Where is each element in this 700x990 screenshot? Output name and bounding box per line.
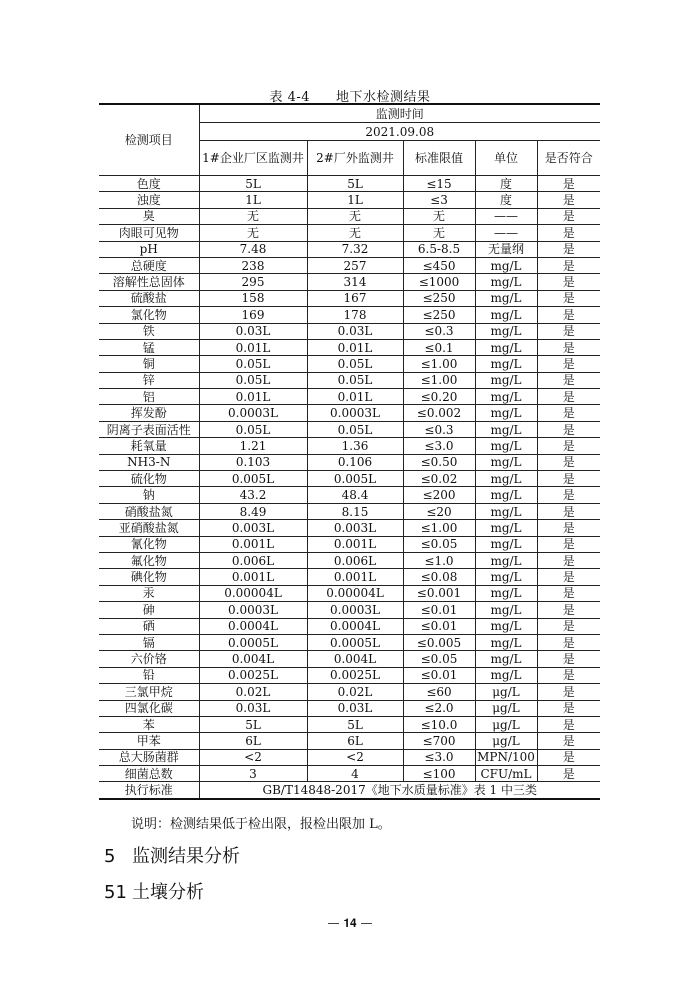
standard-limit-cell: ≤100: [403, 766, 475, 782]
compliant-cell: 是: [537, 520, 600, 536]
compliant-cell: 是: [537, 700, 600, 716]
standard-limit-cell: ≤0.20: [403, 389, 475, 405]
item-name-cell: 铜: [99, 356, 199, 372]
standard-limit-cell: ≤0.01: [403, 602, 475, 618]
compliant-cell: 是: [537, 323, 600, 339]
standard-limit-cell: ≤450: [403, 257, 475, 273]
item-name-cell: 细菌总数: [99, 766, 199, 782]
unit-cell: mg/L: [475, 438, 537, 454]
standard-limit-cell: ≤0.50: [403, 454, 475, 470]
compliant-cell: 是: [537, 225, 600, 241]
compliant-cell: 是: [537, 372, 600, 388]
compliant-cell: 是: [537, 307, 600, 323]
table-row: [99, 208, 600, 224]
table-row: [99, 684, 600, 700]
well-1-value-cell: 0.0003L: [199, 602, 307, 618]
table-row: [99, 257, 600, 273]
standard-limit-cell: ≤60: [403, 684, 475, 700]
item-name-cell: 氰化物: [99, 536, 199, 552]
well-2-value-cell: 0.02L: [307, 684, 403, 700]
unit-cell: mg/L: [475, 503, 537, 519]
item-name-cell: 硫酸盐: [99, 290, 199, 306]
well-1-value-cell: 5L: [199, 176, 307, 192]
well-2-value-cell: 0.0003L: [307, 405, 403, 421]
compliant-cell: 是: [537, 487, 600, 503]
item-name-cell: 硒: [99, 618, 199, 634]
compliant-cell: 是: [537, 471, 600, 487]
table-row: [99, 487, 600, 503]
date-header: 2021.09.08: [199, 123, 600, 141]
table-row: [99, 339, 600, 355]
standard-limit-cell: 无: [403, 225, 475, 241]
standard-label: 执行标准: [99, 782, 199, 799]
well-2-value-cell: 0.0003L: [307, 602, 403, 618]
compliant-cell: 是: [537, 257, 600, 273]
item-name-cell: 总大肠菌群: [99, 749, 199, 765]
item-name-cell: 硝酸盐氮: [99, 503, 199, 519]
well-2-value-cell: 167: [307, 290, 403, 306]
item-name-cell: NH3-N: [99, 454, 199, 470]
well-2-value-cell: 8.15: [307, 503, 403, 519]
item-name-cell: 三氯甲烷: [99, 684, 199, 700]
unit-cell: 无量纲: [475, 241, 537, 257]
well-1-value-cell: 无: [199, 225, 307, 241]
compliant-cell: 是: [537, 536, 600, 552]
compliant-cell: 是: [537, 208, 600, 224]
standard-limit-cell: ≤0.005: [403, 634, 475, 650]
well-1-value-cell: <2: [199, 749, 307, 765]
standard-limit-cell: ≤0.02: [403, 471, 475, 487]
well-1-value-cell: 1.21: [199, 438, 307, 454]
item-name-cell: 色度: [99, 176, 199, 192]
table-note: 说明：检测结果低于检出限，报检出限加 L。: [131, 817, 391, 832]
well-1-value-cell: 无: [199, 208, 307, 224]
item-name-cell: 镉: [99, 634, 199, 650]
unit-cell: mg/L: [475, 585, 537, 601]
unit-cell: mg/L: [475, 454, 537, 470]
well-2-value-cell: 0.03L: [307, 323, 403, 339]
standard-limit-cell: ≤3.0: [403, 438, 475, 454]
compliant-cell: 是: [537, 749, 600, 765]
compliant-cell: 是: [537, 290, 600, 306]
compliant-cell: 是: [537, 389, 600, 405]
compliant-cell: 是: [537, 766, 600, 782]
unit-cell: MPN/100: [475, 749, 537, 765]
section-heading-5: [104, 842, 240, 868]
compliant-cell: 是: [537, 421, 600, 437]
well-2-value-cell: 0.05L: [307, 421, 403, 437]
unit-cell: μg/L: [475, 684, 537, 700]
compliant-cell: 是: [537, 667, 600, 683]
item-name-cell: 硫化物: [99, 471, 199, 487]
unit-cell: mg/L: [475, 372, 537, 388]
standard-limit-cell: ≤200: [403, 487, 475, 503]
standard-limit-cell: ≤0.01: [403, 618, 475, 634]
standard-limit-cell: ≤2.0: [403, 700, 475, 716]
standard-limit-cell: ≤1.00: [403, 520, 475, 536]
col-header-well-2: 2#厂外监测井: [307, 141, 403, 176]
standard-limit-cell: ≤0.3: [403, 421, 475, 437]
well-1-value-cell: 43.2: [199, 487, 307, 503]
unit-cell: mg/L: [475, 389, 537, 405]
table-row: [99, 700, 600, 716]
item-name-cell: pH: [99, 241, 199, 257]
well-1-value-cell: 169: [199, 307, 307, 323]
well-2-value-cell: 0.0004L: [307, 618, 403, 634]
standard-text: GB/T14848-2017《地下水质量标准》表 1 中三类: [199, 782, 600, 799]
table-row: [99, 438, 600, 454]
item-name-cell: 钠: [99, 487, 199, 503]
compliant-cell: 是: [537, 454, 600, 470]
well-1-value-cell: 0.05L: [199, 356, 307, 372]
well-2-value-cell: 314: [307, 274, 403, 290]
standard-limit-cell: ≤0.002: [403, 405, 475, 421]
well-2-value-cell: 178: [307, 307, 403, 323]
section-number: 51: [104, 882, 127, 903]
col-header-compliant: 是否符合: [537, 141, 600, 176]
standard-limit-cell: ≤3.0: [403, 749, 475, 765]
well-2-value-cell: 1.36: [307, 438, 403, 454]
well-1-value-cell: 3: [199, 766, 307, 782]
unit-cell: 度: [475, 192, 537, 208]
col-header-limit: 标准限值: [403, 141, 475, 176]
well-2-value-cell: 1L: [307, 192, 403, 208]
item-name-cell: 锌: [99, 372, 199, 388]
table-row: [99, 634, 600, 650]
unit-cell: 度: [475, 176, 537, 192]
table-row: [99, 290, 600, 306]
compliant-cell: 是: [537, 552, 600, 568]
unit-cell: mg/L: [475, 602, 537, 618]
item-name-cell: 铝: [99, 389, 199, 405]
section-title: 土壤分析: [132, 882, 204, 903]
well-1-value-cell: 0.03L: [199, 700, 307, 716]
item-name-cell: 总硬度: [99, 257, 199, 273]
standard-limit-cell: ≤1.00: [403, 356, 475, 372]
unit-cell: mg/L: [475, 536, 537, 552]
table-row: [99, 225, 600, 241]
unit-cell: mg/L: [475, 618, 537, 634]
section-heading-51: [104, 878, 204, 904]
unit-cell: mg/L: [475, 471, 537, 487]
table-row: [99, 585, 600, 601]
compliant-cell: 是: [537, 716, 600, 732]
well-1-value-cell: 0.01L: [199, 339, 307, 355]
col-header-unit: 单位: [475, 141, 537, 176]
well-1-value-cell: 0.103: [199, 454, 307, 470]
standard-limit-cell: ≤15: [403, 176, 475, 192]
standard-limit-cell: ≤0.05: [403, 651, 475, 667]
well-2-value-cell: 0.05L: [307, 356, 403, 372]
item-name-cell: 铅: [99, 667, 199, 683]
unit-cell: mg/L: [475, 487, 537, 503]
well-2-value-cell: 5L: [307, 716, 403, 732]
standard-limit-cell: 无: [403, 208, 475, 224]
standard-limit-cell: ≤0.1: [403, 339, 475, 355]
well-1-value-cell: 0.004L: [199, 651, 307, 667]
well-1-value-cell: 0.005L: [199, 471, 307, 487]
unit-cell: mg/L: [475, 569, 537, 585]
well-2-value-cell: 0.05L: [307, 372, 403, 388]
well-2-value-cell: 0.003L: [307, 520, 403, 536]
well-2-value-cell: <2: [307, 749, 403, 765]
well-1-value-cell: 0.02L: [199, 684, 307, 700]
unit-cell: mg/L: [475, 634, 537, 650]
well-1-value-cell: 0.0005L: [199, 634, 307, 650]
table-row: [99, 667, 600, 683]
unit-cell: mg/L: [475, 339, 537, 355]
standard-limit-cell: ≤1.0: [403, 552, 475, 568]
table-row: [99, 241, 600, 257]
unit-cell: mg/L: [475, 307, 537, 323]
well-2-value-cell: 257: [307, 257, 403, 273]
item-name-cell: 四氯化碳: [99, 700, 199, 716]
item-name-cell: 浊度: [99, 192, 199, 208]
item-name-cell: 亚硝酸盐氮: [99, 520, 199, 536]
item-name-cell: 苯: [99, 716, 199, 732]
unit-cell: mg/L: [475, 274, 537, 290]
well-2-value-cell: 0.0025L: [307, 667, 403, 683]
well-1-value-cell: 7.48: [199, 241, 307, 257]
standard-limit-cell: ≤0.08: [403, 569, 475, 585]
unit-cell: mg/L: [475, 356, 537, 372]
standard-limit-cell: ≤1000: [403, 274, 475, 290]
well-1-value-cell: 0.0003L: [199, 405, 307, 421]
table-row: [99, 454, 600, 470]
compliant-cell: 是: [537, 602, 600, 618]
well-1-value-cell: 158: [199, 290, 307, 306]
compliant-cell: 是: [537, 176, 600, 192]
unit-cell: μg/L: [475, 733, 537, 749]
table-row: [99, 471, 600, 487]
well-2-value-cell: 0.01L: [307, 339, 403, 355]
compliant-cell: 是: [537, 503, 600, 519]
well-2-value-cell: 0.006L: [307, 552, 403, 568]
well-2-value-cell: 7.32: [307, 241, 403, 257]
well-2-value-cell: 0.005L: [307, 471, 403, 487]
table-number: 表 4-4: [269, 90, 311, 105]
unit-cell: ——: [475, 208, 537, 224]
compliant-cell: 是: [537, 241, 600, 257]
compliant-cell: 是: [537, 585, 600, 601]
table-row: [99, 323, 600, 339]
table-row: [99, 618, 600, 634]
well-1-value-cell: 6L: [199, 733, 307, 749]
unit-cell: mg/L: [475, 323, 537, 339]
well-2-value-cell: 48.4: [307, 487, 403, 503]
unit-cell: mg/L: [475, 552, 537, 568]
unit-cell: CFU/mL: [475, 766, 537, 782]
page-number: — 𝟏𝟒 —: [327, 916, 373, 930]
item-name-cell: 臭: [99, 208, 199, 224]
standard-limit-cell: ≤250: [403, 290, 475, 306]
unit-cell: mg/L: [475, 651, 537, 667]
well-1-value-cell: 238: [199, 257, 307, 273]
table-row: [99, 176, 600, 192]
item-name-cell: 六价铬: [99, 651, 199, 667]
item-name-cell: 阴离子表面活性: [99, 421, 199, 437]
table-row: [99, 602, 600, 618]
standard-limit-cell: 6.5-8.5: [403, 241, 475, 257]
table-row: [99, 569, 600, 585]
well-2-value-cell: 0.106: [307, 454, 403, 470]
well-1-value-cell: 295: [199, 274, 307, 290]
standard-limit-cell: ≤700: [403, 733, 475, 749]
item-name-cell: 汞: [99, 585, 199, 601]
well-1-value-cell: 0.001L: [199, 569, 307, 585]
table-row: [99, 503, 600, 519]
standard-limit-cell: ≤3: [403, 192, 475, 208]
well-1-value-cell: 1L: [199, 192, 307, 208]
table-row: [99, 274, 600, 290]
well-1-value-cell: 0.0025L: [199, 667, 307, 683]
well-2-value-cell: 6L: [307, 733, 403, 749]
standard-limit-cell: ≤10.0: [403, 716, 475, 732]
well-1-value-cell: 0.006L: [199, 552, 307, 568]
unit-cell: mg/L: [475, 290, 537, 306]
well-2-value-cell: 0.001L: [307, 569, 403, 585]
well-2-value-cell: 0.00004L: [307, 585, 403, 601]
unit-cell: μg/L: [475, 716, 537, 732]
compliant-cell: 是: [537, 405, 600, 421]
table-row: [99, 651, 600, 667]
well-1-value-cell: 0.05L: [199, 421, 307, 437]
table-row: [99, 520, 600, 536]
item-name-cell: 挥发酚: [99, 405, 199, 421]
groundwater-results-table: [99, 103, 600, 800]
item-name-cell: 氯化物: [99, 307, 199, 323]
table-row: [99, 749, 600, 765]
item-name-cell: 砷: [99, 602, 199, 618]
header-row-1: [99, 104, 600, 123]
table-row: [99, 192, 600, 208]
compliant-cell: 是: [537, 356, 600, 372]
well-2-value-cell: 0.001L: [307, 536, 403, 552]
compliant-cell: 是: [537, 192, 600, 208]
item-header: 检测项目: [99, 104, 199, 176]
standard-row: [99, 782, 600, 799]
item-name-cell: 碘化物: [99, 569, 199, 585]
table-row: [99, 536, 600, 552]
table-row: [99, 716, 600, 732]
well-1-value-cell: 0.05L: [199, 372, 307, 388]
compliant-cell: 是: [537, 684, 600, 700]
table-row: [99, 389, 600, 405]
well-1-value-cell: 8.49: [199, 503, 307, 519]
unit-cell: mg/L: [475, 405, 537, 421]
table-row: [99, 356, 600, 372]
compliant-cell: 是: [537, 569, 600, 585]
unit-cell: mg/L: [475, 667, 537, 683]
item-name-cell: 锰: [99, 339, 199, 355]
table-row: [99, 552, 600, 568]
table-row: [99, 421, 600, 437]
unit-cell: mg/L: [475, 257, 537, 273]
table-row: [99, 733, 600, 749]
well-2-value-cell: 无: [307, 208, 403, 224]
standard-limit-cell: ≤0.001: [403, 585, 475, 601]
table-row: [99, 766, 600, 782]
well-1-value-cell: 5L: [199, 716, 307, 732]
item-name-cell: 铁: [99, 323, 199, 339]
well-2-value-cell: 0.03L: [307, 700, 403, 716]
item-name-cell: 甲苯: [99, 733, 199, 749]
standard-limit-cell: ≤0.3: [403, 323, 475, 339]
time-header: 监测时间: [199, 104, 600, 123]
standard-limit-cell: ≤1.00: [403, 372, 475, 388]
well-2-value-cell: 无: [307, 225, 403, 241]
standard-limit-cell: ≤20: [403, 503, 475, 519]
item-name-cell: 溶解性总固体: [99, 274, 199, 290]
compliant-cell: 是: [537, 274, 600, 290]
col-header-well-1: 1#企业厂区监测井: [199, 141, 307, 176]
well-1-value-cell: 0.01L: [199, 389, 307, 405]
well-2-value-cell: 0.01L: [307, 389, 403, 405]
compliant-cell: 是: [537, 339, 600, 355]
compliant-cell: 是: [537, 618, 600, 634]
item-name-cell: 氟化物: [99, 552, 199, 568]
compliant-cell: 是: [537, 634, 600, 650]
well-1-value-cell: 0.001L: [199, 536, 307, 552]
well-1-value-cell: 0.0004L: [199, 618, 307, 634]
well-2-value-cell: 4: [307, 766, 403, 782]
table-row: [99, 307, 600, 323]
item-name-cell: 肉眼可见物: [99, 225, 199, 241]
well-2-value-cell: 5L: [307, 176, 403, 192]
section-number: 5: [104, 846, 116, 867]
standard-limit-cell: ≤250: [403, 307, 475, 323]
table-title: 地下水检测结果: [336, 90, 431, 105]
table-row: [99, 372, 600, 388]
compliant-cell: 是: [537, 438, 600, 454]
unit-cell: mg/L: [475, 421, 537, 437]
compliant-cell: 是: [537, 651, 600, 667]
compliant-cell: 是: [537, 733, 600, 749]
unit-cell: mg/L: [475, 520, 537, 536]
item-name-cell: 耗氧量: [99, 438, 199, 454]
well-1-value-cell: 0.03L: [199, 323, 307, 339]
standard-limit-cell: ≤0.05: [403, 536, 475, 552]
table-row: [99, 405, 600, 421]
well-2-value-cell: 0.004L: [307, 651, 403, 667]
standard-limit-cell: ≤0.01: [403, 667, 475, 683]
well-1-value-cell: 0.003L: [199, 520, 307, 536]
well-2-value-cell: 0.0005L: [307, 634, 403, 650]
well-1-value-cell: 0.00004L: [199, 585, 307, 601]
unit-cell: ——: [475, 225, 537, 241]
section-title: 监测结果分析: [132, 846, 240, 867]
unit-cell: μg/L: [475, 700, 537, 716]
